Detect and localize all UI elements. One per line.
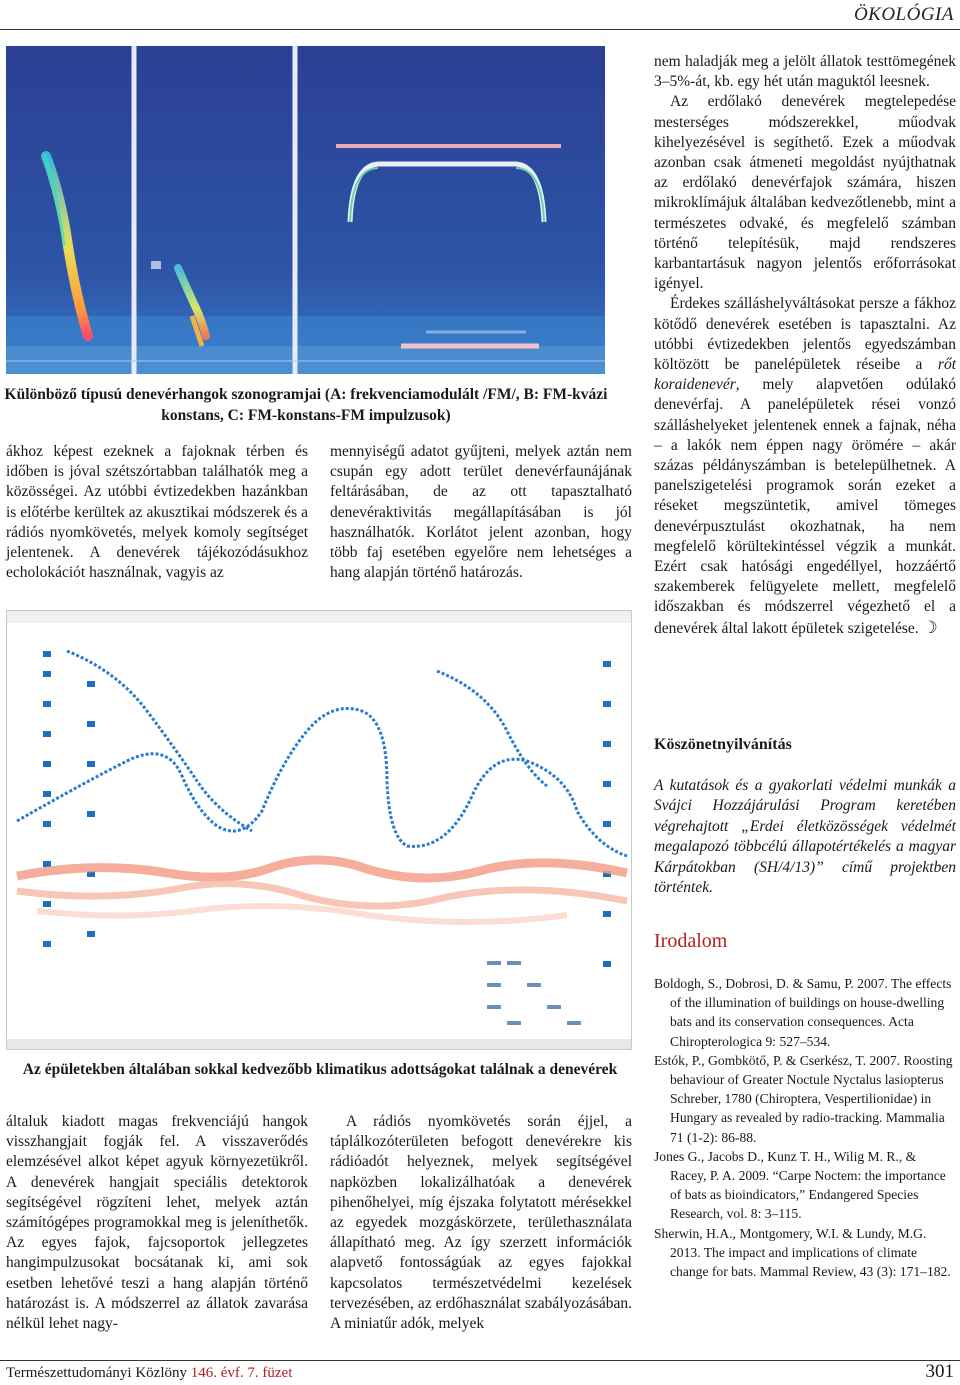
header-rule xyxy=(0,29,960,30)
text-column-d xyxy=(330,1112,632,1334)
sonogram-image xyxy=(6,46,605,374)
references-list xyxy=(654,974,956,1281)
paragraph: ákhoz képest ezeknek a fajoknak térben és időben is jóval szétszórtabban találhatók meg a közösségei. Az utóbbi évtizedekben hazánkban is előtérbe kerültek az akusztikai módszerek és a rádiós nyomkövetés, melyek komoly segítséget jelentenek. A denevérek tájékozódásukhoz echolokációt használnak, vagyis az xyxy=(6,443,308,582)
end-mark-icon: ☽ xyxy=(922,617,938,637)
sonogram-figure xyxy=(6,46,605,374)
paragraph: Az erdőlakó denevérek megtelepedése mesterséges módszerekkel, műodvak kihelyezésével is segíthető. Ezek a műodvak azonban csak átmeneti megoldást nyújthatnak az erdőlakó denevérfajok számára, hiszen mikroklímájuk általában kedvezőtlenebb, mint a természetes odvaké, és megfelelő számban történő telepítésük, majd rendszeres karbantartásuk nagyon jelentős erőforrásokat igényel. xyxy=(654,93,956,293)
building-caption: Az épületekben általában sokkal kedvezőbb klimatikus adottságokat találnak a denevérek xyxy=(22,1061,618,1078)
section-tag: ÖKOLÓGIA xyxy=(853,4,954,25)
text-column-right xyxy=(654,52,956,639)
sonogram-caption: Különböző típusú denevérhangok szonogramjai (A: frekvenciamodulált /FM/, B: FM-kvázi konstans, C: FM-konstans-FM impulzusok) xyxy=(4,386,608,424)
paragraph: mennyiségű adatot gyűjteni, melyek aztán nem csupán egy adott terület denevérfaunájának feltárásában, de az ott tapasztalható denevéraktivitás megállapításában is jól használhatók. Korlátot jelent azonban, hogy több faj esetében egyelőre nem lehetséges a hang alapján történő határozás. xyxy=(330,443,632,582)
software-plot-image xyxy=(7,611,632,1050)
journal-name: Természettudományi Közlöny xyxy=(6,1365,191,1381)
acknowledgement-body: A kutatások és a gyakorlati védelmi munkák a Svájci Hozzájárulási Program keretében végrehajtott „Erdei életközösségek védelmét megalapozó többcélú állapotértékelés a magyar Kárpátokban (SH/4/13)” című projektben történtek. xyxy=(654,777,956,897)
footer-journal xyxy=(6,1365,292,1382)
reference-item: Estók, P., Gombkötő, P. & Cserkész, T. 2007. Roosting behaviour of Greater Noctule Nyctalus lasiopterus Schreber, 1780 (Chiroptera, Vespertilionidae) in Hungary as revealed by radio-tracking. Mammalia 71 (1-2): 86-88. xyxy=(654,1052,953,1145)
issue-number: 146. évf. 7. füzet xyxy=(190,1365,293,1381)
reference-item: Sherwin, H.A., Montgomery, W.I. & Lundy, M.G. 2013. The impact and implications of climate change for bats. Mammal Review, 43 (3): 171–182. xyxy=(654,1225,951,1280)
paragraph xyxy=(654,294,956,638)
acknowledgement-heading: Köszönetnyilvánítás xyxy=(654,736,792,753)
paragraph: általuk kiadott magas frekvenciájú hangok visszhangjait fogják fel. A visszaverődés elemzésével alkot képet agyuk környezetükről. A denevérek hangjait speciális detektorok segítségével rögzíteni lehet, melyek aztán számítógépes programokkal meg is jeleníthetők. Az egyes fajok, fajcsoportok jellegzetes hangimpulzusokat bocsátanak ki, ami sok esetben lehetővé teszi a hang alapján történő határozást is. A módszerrel az állatok zavarása nélkül lehet nagy- xyxy=(6,1113,308,1333)
software-plot-figure xyxy=(6,610,632,1050)
references-heading: Irodalom xyxy=(654,930,728,952)
footer-rule xyxy=(0,1360,960,1361)
text-run: Érdekes szálláshelyváltásokat persze a fákhoz kötődő denevérek esetében is tapasztalni. Az utóbbi évtizedekben jelentős egyedszámban költözött be panelépületek réseibe a xyxy=(654,295,956,374)
paragraph: A rádiós nyomkövetés során éjjel, a táplálkozóterületen befogott denevérekre kis rádióadót helyeznek, melyek segítségével napközben lokalizálhatóak a denevérek pihenőhelyei, míg éjszaka folytatott mérésekkel az egyedek mozgáskörzete, területhasználata állapítható meg. Az így szerzett információk alapvető fontosságúak az egyes fajokkal kapcsolatos természetvédelmi kezelések tervezésében, az erdőhasználat szabályozásában. A miniatűr adók, melyek xyxy=(330,1113,632,1333)
text-column-c xyxy=(6,1112,308,1334)
text-column-a xyxy=(6,442,308,583)
page-number: 301 xyxy=(925,1361,954,1382)
reference-item: Boldogh, S., Dobrosi, D. & Samu, P. 2007. The effects of the illumination of buildings on house-dwelling bats and its conservation consequences. Acta Chiropterologica 9: 527–534. xyxy=(654,976,952,1049)
text-run: , mely alapvetően odúlakó denevérfaj. A panelépületek rései vonzó szálláshelyeket jelentenek ennek a fajnak, néha – a lakók nem éppen nagy örömére – akár százas példányszámban is betelepülhetnek. A panelszigetelési programok során ezeket a réseket megszüntetik, amivel tömeges denevérpusztulást okozhatnak, ha nem megfelelő körültekintéssel végzik a munkát. Ezért csak hatósági engedéllyel, hozzáértő szakemberek felügyelete mellett, megfelelő időszakban és módszerrel végezhető el a denevérek által lakott épületek szigetelése. xyxy=(654,376,956,637)
paragraph: nem haladják meg a jelölt állatok testtömegének 3–5%-át, kb. egy hét után maguktól leesnek. xyxy=(654,53,956,91)
species-name: rőt koraidenevér xyxy=(654,356,956,394)
text-column-b xyxy=(330,442,632,583)
reference-item: Jones G., Jacobs D., Kunz T. H., Wilig M. R., & Racey, P. A. 2009. “Carpe Noctem: the importance of bats as bioindicators,” Endangered Species Research, vol. 8: 3–115. xyxy=(654,1148,946,1222)
